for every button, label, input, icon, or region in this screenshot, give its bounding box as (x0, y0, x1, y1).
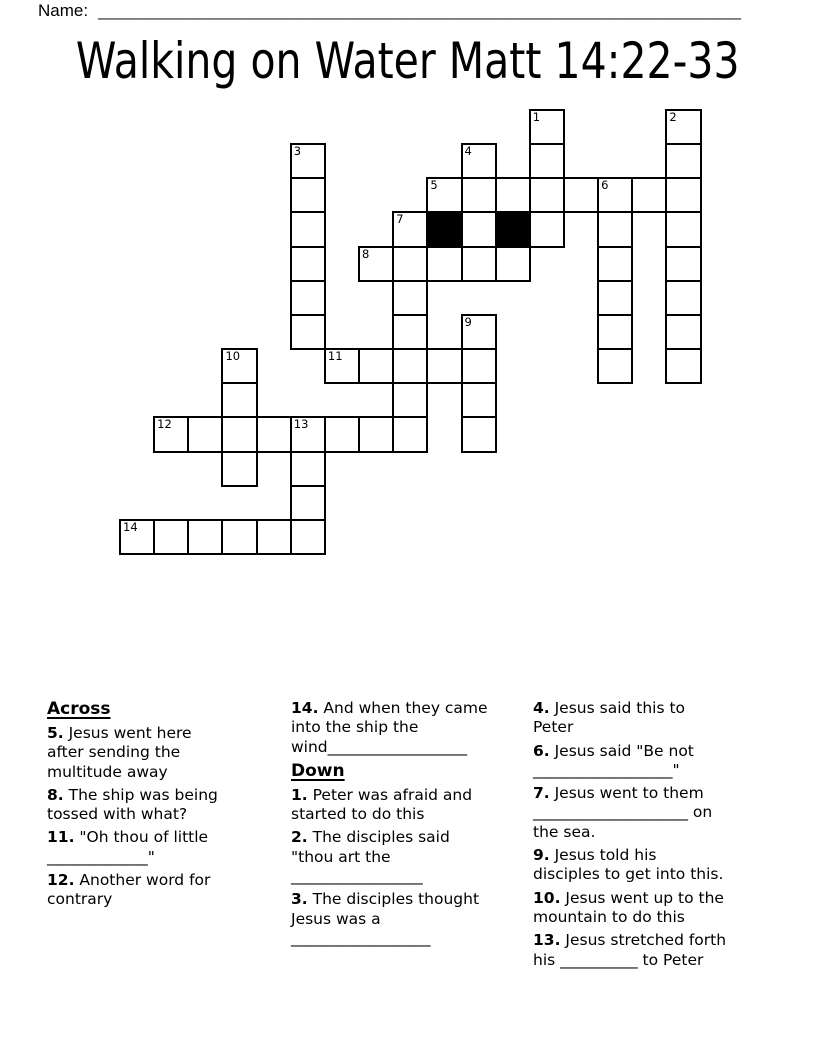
page-title: Walking on Water Matt 14:22-33 (76, 32, 740, 90)
clue-line: ____________________ on (533, 803, 713, 822)
clue-line: disciples to get into this. (533, 865, 724, 884)
title-row (0, 30, 816, 92)
clue-line: into the ship the (291, 718, 419, 737)
clue-header-across: Across (47, 699, 111, 719)
grid-cell-black (426, 211, 462, 247)
clue-number: 12. (47, 871, 75, 890)
clue-number: 11. (47, 828, 75, 847)
clue-line: 11. "Oh thou of little (47, 828, 209, 847)
grid-cell[interactable] (392, 382, 428, 418)
clue-10 (533, 889, 773, 928)
grid-cell[interactable] (392, 211, 428, 247)
grid-cell[interactable] (631, 177, 667, 213)
grid-cell[interactable] (290, 519, 326, 555)
grid-cell[interactable] (461, 348, 497, 384)
clue-line: Peter (533, 718, 574, 737)
grid-cell[interactable] (597, 348, 633, 384)
grid-cell[interactable] (221, 348, 257, 384)
clue-number: 5. (47, 724, 64, 742)
grid-cell[interactable] (665, 177, 701, 213)
clue-column-3 (533, 699, 773, 974)
grid-cell[interactable] (290, 280, 326, 316)
grid-cell[interactable] (426, 348, 462, 384)
clue-number: 10. (533, 888, 561, 907)
clue-6 (533, 742, 773, 781)
grid-cell[interactable] (392, 348, 428, 384)
cell-number: 10 (225, 349, 241, 364)
clue-line: contrary (47, 890, 113, 909)
name-field-line[interactable]: ____________________________________________________________________ (98, 1, 741, 20)
crossword-grid (119, 109, 719, 569)
grid-cell[interactable] (221, 519, 257, 555)
cell-number: 1 (532, 110, 541, 124)
grid-cell[interactable] (290, 143, 326, 179)
clue-line: wind__________________ (291, 737, 468, 756)
clue-number: 13. (533, 931, 561, 950)
clue-line: 6. Jesus said "Be not (533, 741, 694, 760)
grid-cell[interactable] (665, 314, 701, 350)
clue-line: _____________" (47, 847, 155, 866)
grid-cell[interactable] (665, 348, 701, 384)
grid-cell[interactable] (187, 416, 223, 452)
grid-cell[interactable] (529, 177, 565, 213)
cell-number: 2 (669, 110, 677, 124)
clue-number: 6. (533, 741, 550, 760)
grid-cell[interactable] (392, 246, 428, 282)
grid-cell[interactable] (597, 246, 633, 282)
clue-line: 1. Peter was afraid and (291, 785, 473, 804)
grid-cell[interactable] (461, 211, 497, 247)
clue-9 (533, 846, 773, 885)
grid-cell[interactable] (290, 246, 326, 282)
clue-line: started to do this (291, 805, 425, 824)
grid-cell[interactable] (290, 211, 326, 247)
cell-number: 11 (327, 349, 343, 364)
cell-number: 12 (157, 417, 172, 432)
clue-line: "thou art the (291, 847, 391, 866)
clue-line: his __________ to Peter (533, 950, 704, 969)
clue-line: 4. Jesus said this to (533, 699, 686, 717)
clue-8 (47, 786, 281, 825)
grid-cell[interactable] (461, 416, 497, 452)
cell-number: 5 (430, 178, 438, 193)
grid-cell[interactable] (358, 348, 394, 384)
cell-number: 6 (601, 178, 609, 193)
clue-header-down: Down (291, 760, 345, 781)
clue-line: __________________ (291, 928, 431, 947)
clue-line: Jesus was a (291, 909, 381, 928)
cell-number: 9 (464, 314, 472, 329)
clue-number: 1. (291, 785, 308, 804)
clue-number: 4. (533, 699, 550, 717)
grid-cell[interactable] (461, 314, 497, 350)
name-row (38, 1, 741, 21)
clue-1 (291, 786, 525, 825)
grid-cell[interactable] (392, 314, 428, 350)
clue-line: 3. The disciples thought (291, 890, 480, 909)
grid-cell[interactable] (665, 246, 701, 282)
clue-line: 14. And when they came (291, 699, 488, 717)
grid-cell-black (495, 211, 531, 247)
clue-line: 9. Jesus told his (533, 846, 657, 865)
clue-line: 8. The ship was being (47, 785, 218, 804)
clue-line: mountain to do this (533, 907, 685, 926)
grid-cell[interactable] (392, 280, 428, 316)
grid-cell[interactable] (256, 416, 292, 452)
grid-cell[interactable] (665, 143, 701, 179)
grid-cell[interactable] (461, 143, 497, 179)
grid-cell[interactable] (358, 246, 394, 282)
grid-cell[interactable] (290, 416, 326, 452)
grid-cell[interactable] (358, 416, 394, 452)
grid-cell[interactable] (153, 519, 189, 555)
clue-12 (47, 871, 281, 910)
clue-line: the sea. (533, 822, 596, 841)
cell-number: 8 (362, 246, 370, 261)
clue-line: 7. Jesus went to them (533, 784, 704, 803)
clue-line: 12. Another word for (47, 871, 211, 890)
grid-cell[interactable] (290, 314, 326, 350)
grid-cell[interactable] (426, 246, 462, 282)
cell-number: 13 (293, 417, 309, 432)
clue-line: __________________" (533, 760, 680, 779)
grid-cell[interactable] (461, 382, 497, 418)
clue-number: 3. (291, 890, 308, 909)
clue-5 (47, 724, 281, 782)
grid-cell[interactable] (563, 177, 599, 213)
cell-number: 14 (123, 519, 138, 534)
grid-cell[interactable] (597, 314, 633, 350)
grid-cell[interactable] (665, 211, 701, 247)
grid-cell[interactable] (324, 348, 360, 384)
grid-cell[interactable] (290, 451, 326, 487)
clue-2 (291, 828, 525, 886)
clue-number: 8. (47, 785, 64, 804)
clue-line: 5. Jesus went here (47, 724, 192, 742)
clue-number: 2. (291, 828, 308, 847)
grid-cell[interactable] (597, 280, 633, 316)
grid-cell[interactable] (461, 246, 497, 282)
clue-line: 10. Jesus went up to the (533, 888, 724, 907)
clue-3 (291, 890, 525, 948)
cell-number: 7 (396, 212, 404, 227)
grid-cell[interactable] (529, 109, 565, 145)
grid-cell[interactable] (495, 177, 531, 213)
clue-line: 2. The disciples said (291, 828, 450, 847)
grid-cell[interactable] (290, 485, 326, 521)
grid-cell[interactable] (221, 451, 257, 487)
name-label: Name: (38, 1, 89, 20)
clue-11 (47, 828, 281, 867)
clue-line: after sending the (47, 743, 181, 762)
grid-cell[interactable] (461, 177, 497, 213)
grid-cell[interactable] (324, 416, 360, 452)
grid-cell[interactable] (256, 519, 292, 555)
grid-cell[interactable] (529, 143, 565, 179)
grid-cell[interactable] (597, 177, 633, 213)
grid-cell[interactable] (665, 109, 701, 145)
clue-number: 14. (291, 699, 319, 717)
clue-4 (533, 699, 773, 738)
clue-column-1 (47, 699, 281, 914)
clue-14 (291, 699, 525, 757)
cell-number: 3 (293, 144, 302, 159)
grid-cell[interactable] (221, 416, 257, 452)
grid-cell[interactable] (495, 246, 531, 282)
grid-cell[interactable] (221, 382, 257, 418)
clue-column-2 (291, 699, 525, 952)
clue-number: 9. (533, 846, 550, 865)
grid-cell[interactable] (529, 211, 565, 247)
clue-line: 13. Jesus stretched forth (533, 931, 727, 950)
clue-line: multitude away (47, 762, 168, 781)
grid-cell[interactable] (187, 519, 223, 555)
grid-cell[interactable] (119, 519, 155, 555)
clue-7 (533, 784, 773, 842)
grid-cell[interactable] (597, 211, 633, 247)
clue-13 (533, 931, 773, 970)
grid-cell[interactable] (153, 416, 189, 452)
clue-line: _________________ (291, 867, 423, 886)
cell-number: 4 (464, 144, 472, 159)
clue-number: 7. (533, 784, 550, 803)
grid-cell[interactable] (392, 416, 428, 452)
grid-cell[interactable] (426, 177, 462, 213)
clue-line: tossed with what? (47, 805, 188, 824)
grid-cell[interactable] (665, 280, 701, 316)
grid-cell[interactable] (290, 177, 326, 213)
